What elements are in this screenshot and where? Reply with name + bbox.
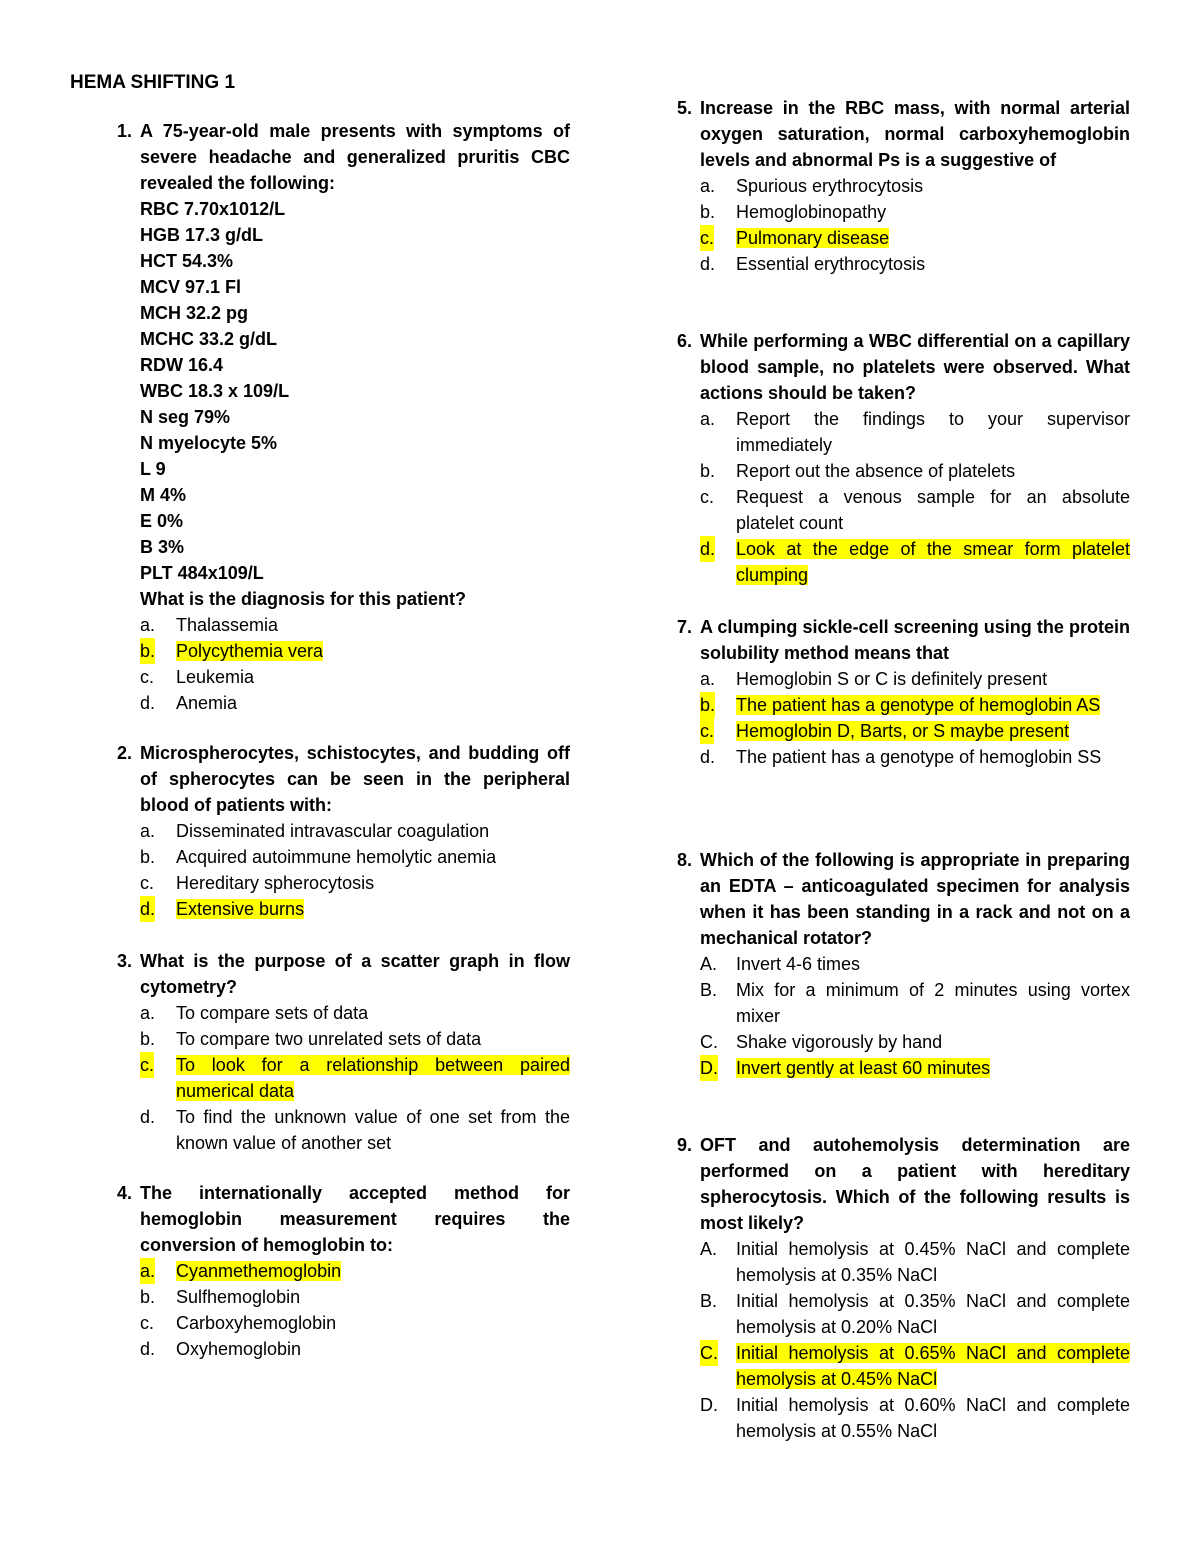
question-stem-line: What is the diagnosis for this patient? bbox=[140, 589, 467, 609]
question-number: 1. bbox=[116, 121, 132, 141]
choice-letter: a. bbox=[700, 669, 716, 689]
choice-text: To compare sets of data bbox=[176, 1003, 369, 1023]
choice-text: To find the unknown value of one set from the known value of another set bbox=[176, 1107, 570, 1153]
choice-text: Acquired autoimmune hemolytic anemia bbox=[176, 847, 497, 867]
answer-choice bbox=[700, 199, 1130, 225]
question-number: 6. bbox=[676, 331, 692, 351]
answer-choice-highlighted bbox=[140, 638, 570, 664]
choice-letter: b. bbox=[700, 461, 716, 481]
answer-choices bbox=[700, 173, 1130, 277]
answer-choice bbox=[140, 1284, 570, 1310]
question-9 bbox=[676, 1132, 1130, 1444]
answer-choice bbox=[140, 844, 570, 870]
choice-letter: c. bbox=[140, 667, 155, 687]
answer-choice-highlighted bbox=[700, 225, 1130, 251]
answer-choice-highlighted bbox=[700, 718, 1130, 744]
choice-text: Look at the edge of the smear form platelet clumping bbox=[736, 539, 1130, 585]
answer-choice bbox=[700, 484, 1130, 536]
question-stem bbox=[676, 847, 1130, 951]
choice-text: Spurious erythrocytosis bbox=[736, 176, 924, 196]
choice-letter: c. bbox=[140, 873, 155, 893]
answer-choice bbox=[700, 1392, 1130, 1444]
answer-choices bbox=[140, 612, 570, 716]
question-stem-line: OFT and autohemolysis determination are performed on a patient with hereditary spherocytosis. Which of the following results is most likely? bbox=[700, 1135, 1130, 1233]
choice-letter: D. bbox=[700, 1395, 718, 1415]
choice-text: Invert 4-6 times bbox=[736, 954, 861, 974]
question-stem bbox=[676, 95, 1130, 173]
choice-text: Hemoglobinopathy bbox=[736, 202, 887, 222]
question-stem-line: A 75-year-old male presents with symptoms of severe headache and generalized pruritis CBC revealed the following: bbox=[140, 121, 570, 193]
question-4 bbox=[116, 1180, 570, 1362]
choice-text: Polycythemia vera bbox=[176, 641, 324, 661]
answer-choice bbox=[700, 1288, 1130, 1340]
choice-letter: b. bbox=[140, 847, 156, 867]
question-stem-line: WBC 18.3 x 109/L bbox=[140, 381, 290, 401]
choice-text: Report the findings to your supervisor immediately bbox=[736, 409, 1130, 455]
choice-text: Request a venous sample for an absolute platelet count bbox=[736, 487, 1130, 533]
answer-choice bbox=[700, 173, 1130, 199]
question-number: 3. bbox=[116, 951, 132, 971]
choice-letter: d. bbox=[140, 693, 156, 713]
question-stem-line: L 9 bbox=[140, 459, 166, 479]
question-stem-line: HGB 17.3 g/dL bbox=[140, 225, 264, 245]
question-stem-line: RDW 16.4 bbox=[140, 355, 224, 375]
choice-letter: B. bbox=[700, 980, 718, 1000]
question-stem-line: MCHC 33.2 g/dL bbox=[140, 329, 278, 349]
choice-letter: b. bbox=[700, 692, 715, 718]
answer-choice-highlighted bbox=[700, 692, 1130, 718]
choice-letter: c. bbox=[140, 1052, 154, 1078]
choice-letter: A. bbox=[700, 1239, 718, 1259]
question-stem-line: B 3% bbox=[140, 537, 185, 557]
choice-letter: B. bbox=[700, 1291, 718, 1311]
answer-choice bbox=[140, 1000, 570, 1026]
answer-choice bbox=[700, 666, 1130, 692]
answer-choice-highlighted bbox=[140, 1052, 570, 1104]
answer-choice bbox=[140, 690, 570, 716]
answer-choice bbox=[700, 744, 1130, 770]
choice-text: Hemoglobin D, Barts, or S maybe present bbox=[736, 721, 1070, 741]
answer-choice bbox=[140, 818, 570, 844]
answer-choice bbox=[700, 1029, 1130, 1055]
answer-choice bbox=[700, 977, 1130, 1029]
question-1 bbox=[116, 118, 570, 716]
question-2 bbox=[116, 740, 570, 922]
choice-letter: a. bbox=[140, 615, 156, 635]
answer-choice-highlighted bbox=[140, 1258, 570, 1284]
question-stem-line: MCV 97.1 Fl bbox=[140, 277, 242, 297]
answer-choice bbox=[140, 664, 570, 690]
choice-letter: d. bbox=[700, 747, 716, 767]
choice-text: To look for a relationship between paired numerical data bbox=[176, 1055, 570, 1101]
choice-letter: d. bbox=[700, 536, 715, 562]
answer-choices bbox=[700, 951, 1130, 1081]
choice-letter: d. bbox=[140, 896, 155, 922]
choice-text: Initial hemolysis at 0.60% NaCl and complete hemolysis at 0.55% NaCl bbox=[736, 1395, 1130, 1441]
choice-text: Pulmonary disease bbox=[736, 228, 890, 248]
choice-letter: b. bbox=[140, 638, 155, 664]
choice-text: Extensive burns bbox=[176, 899, 305, 919]
choice-letter: D. bbox=[700, 1055, 718, 1081]
answer-choice-highlighted bbox=[700, 1055, 1130, 1081]
choice-text: Invert gently at least 60 minutes bbox=[736, 1058, 991, 1078]
choice-text: The patient has a genotype of hemoglobin SS bbox=[736, 747, 1102, 767]
answer-choice-highlighted bbox=[700, 1340, 1130, 1392]
question-stem-line: N myelocyte 5% bbox=[140, 433, 278, 453]
answer-choices bbox=[140, 1000, 570, 1156]
answer-choice bbox=[140, 1310, 570, 1336]
question-number: 4. bbox=[116, 1183, 132, 1203]
choice-text: Thalassemia bbox=[176, 615, 279, 635]
choice-letter: a. bbox=[140, 821, 156, 841]
answer-choice bbox=[140, 1104, 570, 1156]
answer-choices bbox=[140, 1258, 570, 1362]
question-stem bbox=[116, 740, 570, 818]
choice-text: Carboxyhemoglobin bbox=[176, 1313, 337, 1333]
question-stem-line: M 4% bbox=[140, 485, 187, 505]
question-3 bbox=[116, 948, 570, 1156]
choice-letter: d. bbox=[700, 254, 716, 274]
question-number: 9. bbox=[676, 1135, 692, 1155]
answer-choices bbox=[140, 818, 570, 922]
choice-text: Initial hemolysis at 0.65% NaCl and complete hemolysis at 0.45% NaCl bbox=[736, 1343, 1130, 1389]
question-number: 2. bbox=[116, 743, 132, 763]
question-stem-line: N seg 79% bbox=[140, 407, 231, 427]
choice-text: Shake vigorously by hand bbox=[736, 1032, 943, 1052]
choice-letter: a. bbox=[700, 176, 716, 196]
question-7 bbox=[676, 614, 1130, 770]
answer-choice-highlighted bbox=[700, 536, 1130, 588]
question-stem bbox=[676, 328, 1130, 406]
question-stem-line: The internationally accepted method for hemoglobin measurement requires the conversion of hemoglobin to: bbox=[140, 1183, 570, 1255]
choice-text: Sulfhemoglobin bbox=[176, 1287, 301, 1307]
choice-letter: c. bbox=[700, 225, 714, 251]
question-number: 8. bbox=[676, 850, 692, 870]
question-stem-line: While performing a WBC differential on a capillary blood sample, no platelets were observed. What actions should be taken? bbox=[700, 331, 1130, 403]
answer-choice bbox=[700, 951, 1130, 977]
answer-choice bbox=[700, 251, 1130, 277]
question-stem-line: Increase in the RBC mass, with normal arterial oxygen saturation, normal carboxyhemoglobin levels and abnormal Ps is a suggestive of bbox=[700, 98, 1130, 170]
question-stem bbox=[116, 948, 570, 1000]
question-stem-line: Microspherocytes, schistocytes, and budding off of spherocytes can be seen in the peripheral blood of patients with: bbox=[140, 743, 570, 815]
answer-choice bbox=[700, 406, 1130, 458]
answer-choice bbox=[140, 612, 570, 638]
choice-text: Cyanmethemoglobin bbox=[176, 1261, 342, 1281]
choice-text: Initial hemolysis at 0.35% NaCl and complete hemolysis at 0.20% NaCl bbox=[736, 1291, 1130, 1337]
question-stem-line: A clumping sickle-cell screening using the protein solubility method means that bbox=[700, 617, 1130, 663]
choice-text: The patient has a genotype of hemoglobin AS bbox=[736, 695, 1101, 715]
choice-text: Disseminated intravascular coagulation bbox=[176, 821, 490, 841]
answer-choice bbox=[700, 458, 1130, 484]
choice-text: Hereditary spherocytosis bbox=[176, 873, 375, 893]
choice-letter: c. bbox=[700, 487, 715, 507]
choice-letter: c. bbox=[700, 718, 714, 744]
choice-text: Leukemia bbox=[176, 667, 255, 687]
question-stem bbox=[116, 118, 570, 612]
question-6 bbox=[676, 328, 1130, 588]
question-stem bbox=[676, 1132, 1130, 1236]
answer-choice bbox=[140, 870, 570, 896]
choice-text: Initial hemolysis at 0.45% NaCl and complete hemolysis at 0.35% NaCl bbox=[736, 1239, 1130, 1285]
answer-choice-highlighted bbox=[140, 896, 570, 922]
choice-letter: C. bbox=[700, 1340, 718, 1366]
choice-letter: a. bbox=[140, 1258, 155, 1284]
question-stem-line: E 0% bbox=[140, 511, 184, 531]
question-stem-line: What is the purpose of a scatter graph in flow cytometry? bbox=[140, 951, 570, 997]
choice-text: Anemia bbox=[176, 693, 238, 713]
choice-text: To compare two unrelated sets of data bbox=[176, 1029, 482, 1049]
choice-letter: d. bbox=[140, 1339, 156, 1359]
choice-letter: b. bbox=[700, 202, 716, 222]
answer-choice bbox=[700, 1236, 1130, 1288]
answer-choices bbox=[700, 406, 1130, 588]
question-number: 5. bbox=[676, 98, 692, 118]
choice-text: Essential erythrocytosis bbox=[736, 254, 926, 274]
answer-choices bbox=[700, 1236, 1130, 1444]
choice-text: Report out the absence of platelets bbox=[736, 461, 1016, 481]
question-stem-line: Which of the following is appropriate in preparing an EDTA – anticoagulated specimen for analysis when it has been standing in a rack and not on a mechanical rotator? bbox=[700, 850, 1130, 948]
question-5 bbox=[676, 95, 1130, 277]
choice-text: Oxyhemoglobin bbox=[176, 1339, 302, 1359]
question-stem-line: HCT 54.3% bbox=[140, 251, 234, 271]
choice-letter: b. bbox=[140, 1287, 156, 1307]
question-number: 7. bbox=[676, 617, 692, 637]
question-stem bbox=[116, 1180, 570, 1258]
answer-choice bbox=[140, 1336, 570, 1362]
question-stem bbox=[676, 614, 1130, 666]
choice-letter: a. bbox=[140, 1003, 156, 1023]
question-8 bbox=[676, 847, 1130, 1081]
choice-letter: b. bbox=[140, 1029, 156, 1049]
choice-letter: d. bbox=[140, 1107, 156, 1127]
choice-letter: C. bbox=[700, 1032, 718, 1052]
choice-text: Mix for a minimum of 2 minutes using vortex mixer bbox=[736, 980, 1130, 1026]
answer-choices bbox=[700, 666, 1130, 770]
answer-choice bbox=[140, 1026, 570, 1052]
question-stem-line: MCH 32.2 pg bbox=[140, 303, 249, 323]
choice-letter: c. bbox=[140, 1313, 155, 1333]
choice-letter: a. bbox=[700, 409, 716, 429]
choice-letter: A. bbox=[700, 954, 718, 974]
document-title: HEMA SHIFTING 1 bbox=[70, 72, 236, 93]
question-stem-line: RBC 7.70x1012/L bbox=[140, 199, 286, 219]
choice-text: Hemoglobin S or C is definitely present bbox=[736, 669, 1048, 689]
question-stem-line: PLT 484x109/L bbox=[140, 563, 264, 583]
